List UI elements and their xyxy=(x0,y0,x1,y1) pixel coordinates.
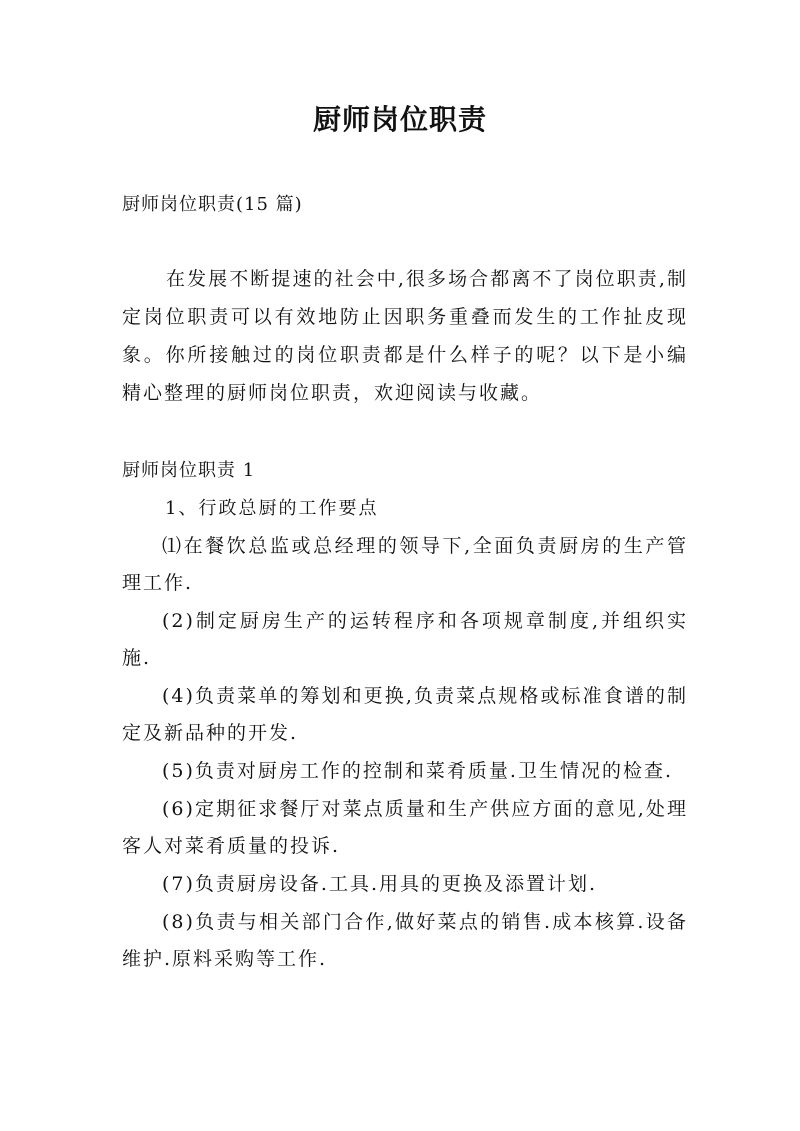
duty-item: (4)负责菜单的筹划和更换,负责菜点规格或标准食谱的制定及新品种的开发. xyxy=(122,685,688,744)
document-subtitle: 厨师岗位职责(15 篇) xyxy=(122,194,303,215)
page-title: 厨师岗位职责 xyxy=(312,103,487,136)
item-heading: 1、行政总厨的工作要点 xyxy=(165,498,379,519)
duty-item: (7)负责厨房设备.工具.用具的更换及添置计划. xyxy=(162,873,598,895)
duties-list xyxy=(122,528,688,979)
section-heading: 厨师岗位职责 1 xyxy=(122,460,256,481)
intro-paragraph: 在发展不断提速的社会中,很多场合都离不了岗位职责,制定岗位职责可以有效地防止因职务重叠而发生的工作扯皮现象。你所接触过的岗位职责都是什么样子的呢？以下是小编精心整理的厨师岗位职责，欢迎阅读与收藏。 xyxy=(122,268,688,404)
duty-item: (5)负责对厨房工作的控制和菜肴质量.卫生情况的检查. xyxy=(162,760,673,782)
duty-item: (2)制定厨房生产的运转程序和各项规章制度,并组织实施. xyxy=(122,610,688,669)
duty-item: ⑴在餐饮总监或总经理的领导下,全面负责厨房的生产管理工作. xyxy=(122,535,688,594)
duty-item: (6)定期征求餐厅对菜点质量和生产供应方面的意见,处理客人对菜肴质量的投诉. xyxy=(122,798,688,857)
duty-item: (8)负责与相关部门合作,做好菜点的销售.成本核算.设备维护.原料采购等工作. xyxy=(122,911,688,970)
